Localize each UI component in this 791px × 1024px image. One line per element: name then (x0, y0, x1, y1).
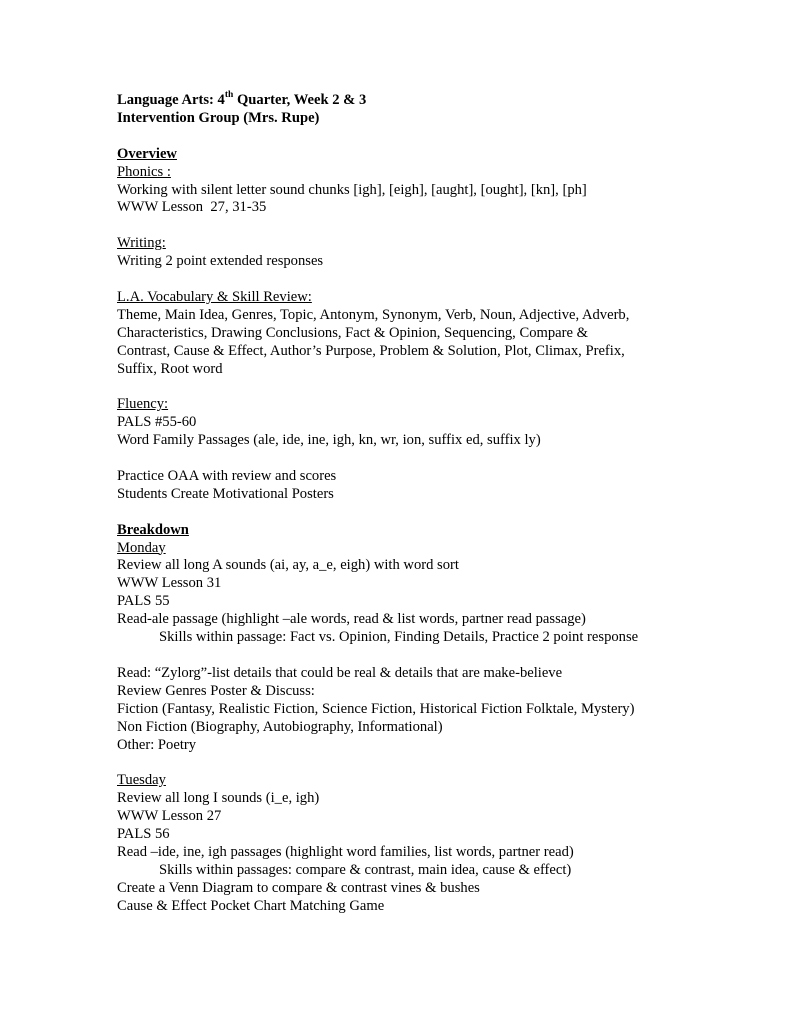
writing-line: Writing 2 point extended responses (117, 253, 324, 270)
title-text-rest: Quarter, Week 2 & 3 (233, 92, 367, 108)
monday-line: Review all long A sounds (ai, ay, a_e, eigh) with word sort (117, 557, 459, 574)
other-line: Students Create Motivational Posters (117, 485, 334, 502)
vocab-line: Contrast, Cause & Effect, Author’s Purpose, Problem & Solution, Plot, Climax, Prefix, (117, 342, 625, 359)
tuesday-line: WWW Lesson 27 (117, 808, 222, 825)
writing-label: Writing: (117, 235, 166, 252)
tuesday-line: Read –ide, ine, igh passages (highlight word families, list words, partner read) (117, 843, 574, 860)
other-line: Practice OAA with review and scores (117, 467, 337, 484)
vocab-line: Theme, Main Idea, Genres, Topic, Antonym, Synonym, Verb, Noun, Adjective, Adverb, (117, 306, 630, 323)
document-title (117, 92, 757, 110)
title-text: Language Arts: 4 (117, 92, 225, 108)
monday-line: WWW Lesson 31 (117, 575, 222, 592)
fluency-line: Word Family Passages (ale, ide, ine, igh, kn, wr, ion, suffix ed, suffix ly) (117, 432, 541, 449)
breakdown-heading: Breakdown (117, 521, 189, 538)
vocab-line: Characteristics, Drawing Conclusions, Fact & Opinion, Sequencing, Compare & (117, 324, 588, 341)
monday-line: Non Fiction (Biography, Autobiography, Informational) (117, 718, 443, 735)
monday-line: Review Genres Poster & Discuss: (117, 682, 315, 699)
monday-line: Read-ale passage (highlight –ale words, read & list words, partner read passage) (117, 611, 586, 628)
tuesday-skills: Skills within passages: compare & contrast, main idea, cause & effect) (159, 861, 572, 878)
monday-line: PALS 55 (117, 593, 170, 610)
phonics-line: WWW Lesson 27, 31-35 (117, 199, 267, 216)
overview-heading: Overview (117, 145, 177, 162)
tuesday-label: Tuesday (117, 772, 166, 789)
monday-line: Read: “Zylorg”-list details that could be real & details that are make-believe (117, 664, 563, 681)
vocab-label: L.A. Vocabulary & Skill Review: (117, 288, 312, 305)
tuesday-line: Cause & Effect Pocket Chart Matching Game (117, 897, 385, 914)
document-page (117, 92, 757, 916)
tuesday-line: Create a Venn Diagram to compare & contrast vines & bushes (117, 879, 480, 896)
document-subtitle: Intervention Group (Mrs. Rupe) (117, 109, 320, 126)
phonics-label: Phonics : (117, 163, 171, 180)
monday-line: Other: Poetry (117, 736, 197, 753)
phonics-line: Working with silent letter sound chunks [igh], [eigh], [aught], [ought], [kn], [ph] (117, 181, 587, 198)
fluency-line: PALS #55-60 (117, 414, 197, 431)
monday-label: Monday (117, 539, 166, 556)
fluency-label: Fluency: (117, 396, 169, 413)
tuesday-line: PALS 56 (117, 826, 170, 843)
monday-skills: Skills within passage: Fact vs. Opinion, Finding Details, Practice 2 point response (159, 629, 639, 646)
title-superscript: th (224, 90, 234, 101)
tuesday-line: Review all long I sounds (i_e, igh) (117, 790, 320, 807)
vocab-line: Suffix, Root word (117, 360, 223, 377)
monday-line: Fiction (Fantasy, Realistic Fiction, Science Fiction, Historical Fiction Folktale, Mystery) (117, 700, 635, 717)
